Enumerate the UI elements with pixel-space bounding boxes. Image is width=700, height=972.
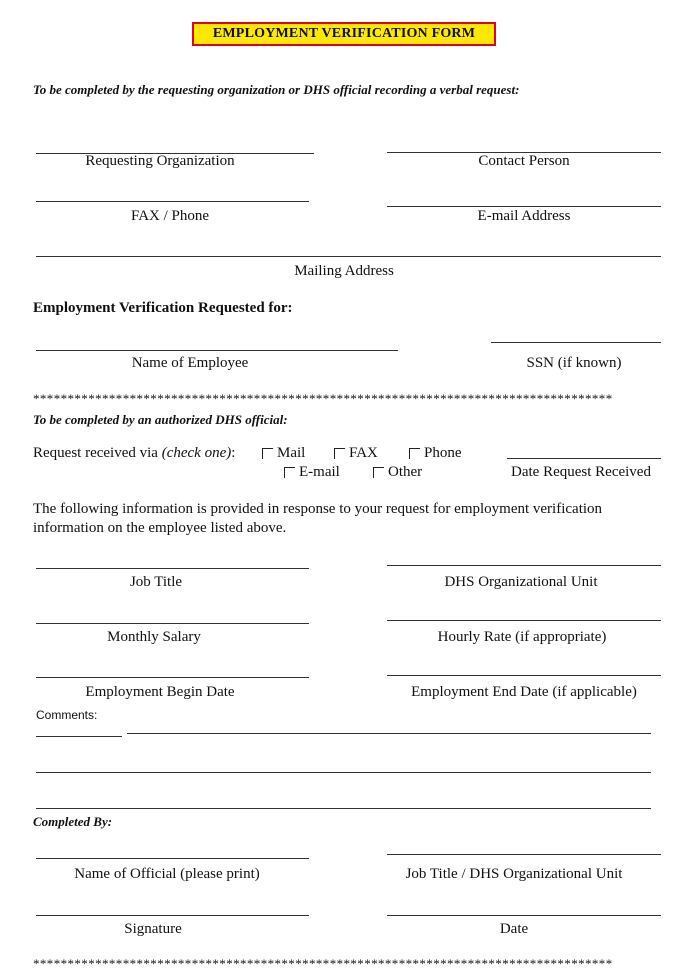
separator-line: ************************************************************************************ xyxy=(33,391,613,406)
official-title-label: Job Title / DHS Organizational Unit xyxy=(405,866,623,882)
checkbox-email[interactable] xyxy=(284,467,295,478)
request-received-colon: : xyxy=(231,445,236,461)
info-paragraph: The following information is provided in response to your request for employment verification information on the employee listed above. xyxy=(33,501,603,536)
comments-label: Comments: xyxy=(36,708,98,722)
date-request-received-label: Date Request Received xyxy=(511,464,651,480)
option-fax[interactable] xyxy=(334,445,378,462)
separator-line-bottom: ************************************************************************************ xyxy=(33,956,613,971)
mailing-address-field[interactable] xyxy=(36,256,661,257)
official-title-field[interactable] xyxy=(387,854,661,855)
official-name-label: Name of Official (please print) xyxy=(74,866,260,882)
comments-line-1[interactable] xyxy=(127,733,651,734)
option-other[interactable] xyxy=(373,464,422,481)
requested-for-heading: Employment Verification Requested for: xyxy=(33,300,293,316)
option-phone-label: Phone xyxy=(424,445,462,461)
end-date-label: Employment End Date (if applicable) xyxy=(411,684,637,700)
monthly-salary-field[interactable] xyxy=(36,623,309,624)
fax-phone-label: FAX / Phone xyxy=(130,208,210,224)
option-mail-label: Mail xyxy=(277,445,306,461)
checkbox-phone[interactable] xyxy=(409,448,420,459)
option-fax-label: FAX xyxy=(349,445,378,461)
mailing-address-label: Mailing Address xyxy=(294,263,394,279)
hourly-rate-field[interactable] xyxy=(387,620,661,621)
contact-person-label: Contact Person xyxy=(478,153,570,169)
signature-field[interactable] xyxy=(36,915,309,916)
date-request-received-field[interactable] xyxy=(507,458,661,459)
email-address-label: E-mail Address xyxy=(477,208,571,224)
job-title-field[interactable] xyxy=(36,568,309,569)
employee-name-field[interactable] xyxy=(36,350,398,351)
hourly-rate-label: Hourly Rate (if appropriate) xyxy=(437,629,607,645)
comments-line-2[interactable] xyxy=(36,772,651,773)
date-label: Date xyxy=(499,921,529,937)
checkbox-mail[interactable] xyxy=(262,448,273,459)
begin-date-label: Employment Begin Date xyxy=(85,684,235,700)
checkbox-fax[interactable] xyxy=(334,448,345,459)
dhs-unit-label: DHS Organizational Unit xyxy=(444,574,598,590)
dhs-unit-field[interactable] xyxy=(387,565,661,566)
instruction-requesting: To be completed by the requesting organization or DHS official recording a verbal request: xyxy=(33,82,520,97)
email-address-field[interactable] xyxy=(387,206,661,207)
requesting-organization-label: Requesting Organization xyxy=(85,153,235,169)
monthly-salary-label: Monthly Salary xyxy=(107,629,201,645)
checkbox-other[interactable] xyxy=(373,467,384,478)
option-email[interactable] xyxy=(284,464,340,481)
comments-line-short[interactable] xyxy=(36,736,122,737)
form-title: EMPLOYMENT VERIFICATION FORM xyxy=(192,22,496,46)
ssn-label: SSN (if known) xyxy=(526,355,622,371)
fax-phone-field[interactable] xyxy=(36,201,309,202)
request-received-prefix: Request received via xyxy=(33,445,162,461)
comments-line-3[interactable] xyxy=(36,808,651,809)
ssn-field[interactable] xyxy=(491,342,661,343)
option-phone[interactable] xyxy=(409,445,462,462)
check-one-hint: (check one) xyxy=(161,445,232,461)
option-email-label: E-mail xyxy=(299,464,340,480)
request-received-label xyxy=(33,445,235,462)
end-date-field[interactable] xyxy=(387,675,661,676)
signature-label: Signature xyxy=(124,921,182,937)
job-title-label: Job Title xyxy=(129,574,183,590)
option-mail[interactable] xyxy=(262,445,305,462)
instruction-dhs: To be completed by an authorized DHS official: xyxy=(33,412,288,427)
official-name-field[interactable] xyxy=(36,858,309,859)
date-field[interactable] xyxy=(387,915,661,916)
employee-name-label: Name of Employee xyxy=(131,355,249,371)
begin-date-field[interactable] xyxy=(36,677,309,678)
completed-by-heading: Completed By: xyxy=(33,814,113,829)
option-other-label: Other xyxy=(388,464,423,480)
